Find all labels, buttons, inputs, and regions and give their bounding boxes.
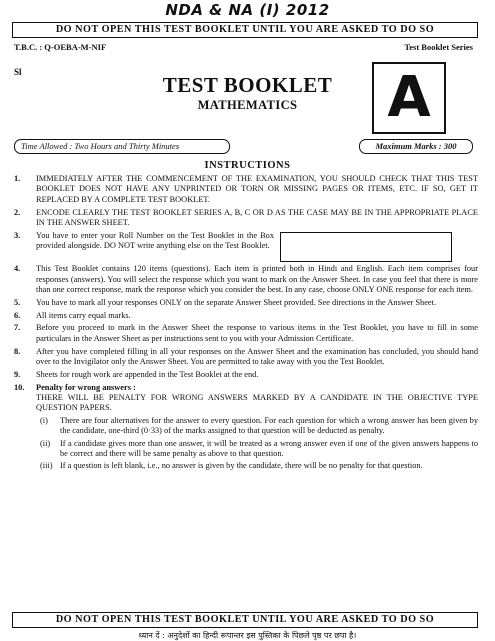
instruction-item <box>14 264 478 295</box>
series-letter-box: A <box>372 62 446 134</box>
instruction-text: All items carry equal marks. <box>36 310 131 320</box>
instruction-item <box>14 347 478 368</box>
penalty-rule-number: (i) <box>40 415 48 425</box>
instruction-number: 8. <box>14 346 21 356</box>
penalty-rule <box>36 439 478 460</box>
instruction-number: 6. <box>14 310 21 320</box>
instruction-number: 1. <box>14 174 21 183</box>
instruction-text: You have to enter your Roll Number on the Test Booklet in the Box provided alongside. DO NOT write anything else on the Test Booklet. <box>36 230 274 251</box>
instruction-number: 3. <box>14 230 21 240</box>
penalty-rule-text: If a candidate gives more than one answer, it will be treated as a wrong answer even if one of the given answers happens to be correct and there will be same penalty as above to that question. <box>60 438 478 459</box>
instructions-list <box>14 174 478 474</box>
roll-number-box[interactable] <box>280 232 452 262</box>
tbc-code: T.B.C. : Q-OEBA-M-NIF <box>14 42 107 52</box>
penalty-rule-number: (iii) <box>40 461 53 471</box>
instruction-text: Before you proceed to mark in the Answer Sheet the response to various items in the Test Booklet, you have to fill in some particulars in the Answer Sheet as per instructions sent to you with your Admission Certificate. <box>36 323 478 343</box>
penalty-rule-text: There are four alternatives for the answer to every question. For each question for which a wrong answer has been given by the candidate, one-third (0·33) of the marks assigned to that question will be deducted as penalty. <box>60 415 478 436</box>
handwritten-exam-note: NDA & NA (I) 2012 <box>165 1 330 19</box>
maximum-marks-box: Maximum Marks : 300 <box>359 139 473 154</box>
warning-banner-bottom: DO NOT OPEN THIS TEST BOOKLET UNTIL YOU ARE ASKED TO DO SO <box>12 612 478 628</box>
penalty-rule <box>36 461 478 471</box>
instruction-number: 2. <box>14 207 21 217</box>
series-label: Test Booklet Series <box>404 42 473 52</box>
instruction-item <box>14 383 478 472</box>
penalty-rule-text: If a question is left blank, i.e., no answer is given by the candidate, there will be no penalty for that question. <box>60 461 423 471</box>
instruction-number: 9. <box>14 369 21 379</box>
instruction-item <box>14 311 478 321</box>
instruction-text: IMMEDIATELY AFTER THE COMMENCEMENT OF THE EXAMINATION, YOU SHOULD CHECK THAT THIS TEST BOOKLET DOES NOT HAVE ANY UNPRINTED OR TORN OR MISSING PAGES OR ITEMS, ETC. IF SO, GET IT REPLACED BY A COMPLETE TEST BOOKLET. <box>36 174 478 204</box>
instruction-item <box>14 231 478 262</box>
penalty-rule <box>36 416 478 437</box>
instruction-item <box>14 323 478 344</box>
instruction-item <box>14 370 478 380</box>
instruction-item <box>14 208 478 229</box>
instruction-number: 4. <box>14 264 21 274</box>
instruction-item <box>14 174 478 205</box>
hindi-note: ध्यान दें : अनुदेशों का हिन्दी रूपान्तर इस पुस्तिका के पिछले पृष्ठ पर छपा है। <box>138 631 357 640</box>
warning-banner-top: DO NOT OPEN THIS TEST BOOKLET UNTIL YOU ARE ASKED TO DO SO <box>12 22 478 38</box>
instruction-text: ENCODE CLEARLY THE TEST BOOKLET SERIES A, B, C OR D AS THE CASE MAY BE IN THE APPROPRIATE PLACE IN THE ANSWER SHEET. <box>36 207 478 228</box>
time-allowed-box: Time Allowed : Two Hours and Thirty Minutes <box>14 139 230 154</box>
instruction-item <box>14 298 478 308</box>
penalty-statement: THERE WILL BE PENALTY FOR WRONG ANSWERS MARKED BY A CANDIDATE IN THE OBJECTIVE TYPE QUESTION PAPERS. <box>36 393 478 413</box>
instruction-number: 7. <box>14 323 21 333</box>
penalty-rule-number: (ii) <box>40 438 51 448</box>
instruction-text: After you have completed filling in all your responses on the Answer Sheet and the examination has concluded, you should hand over to the Invigilator only the Answer Sheet. You are permitted to take away with you the Test Booklet. <box>36 346 478 367</box>
subject-title: MATHEMATICS <box>197 98 298 112</box>
serial-label: Sl <box>14 67 22 77</box>
instruction-number: 10. <box>14 382 25 392</box>
instructions-heading: INSTRUCTIONS <box>204 160 291 171</box>
penalty-heading: Penalty for wrong answers : <box>36 382 136 392</box>
instruction-text: You have to mark all your responses ONLY on the separate Answer Sheet provided. See directions in the Answer Sheet. <box>36 297 437 307</box>
booklet-title: TEST BOOKLET <box>162 73 333 97</box>
instruction-text: Sheets for rough work are appended in the Test Booklet at the end. <box>36 369 259 379</box>
instruction-number: 5. <box>14 297 21 307</box>
instruction-text: This Test Booklet contains 120 items (questions). Each item is printed both in Hindi and English. Each item comprises four responses (answers). You will select the response which you want to mark on the Answer Sheet. In case you feel that there is more than one correct response, mark the response which you consider the best. In any case, choose ONLY ONE response for each item. <box>36 264 478 295</box>
